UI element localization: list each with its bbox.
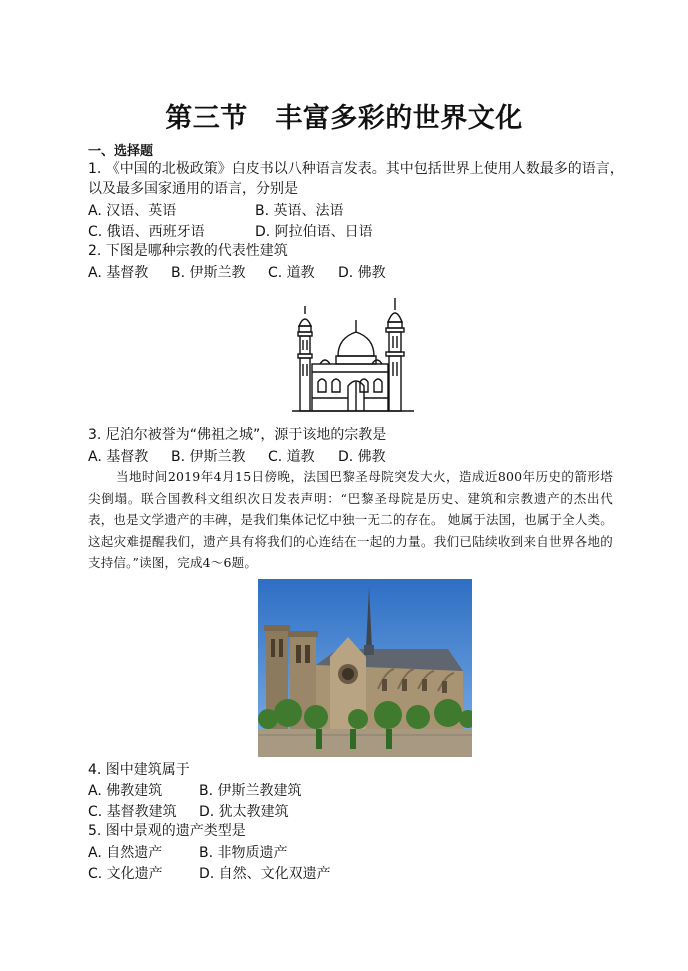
q4-option-d: D. 犹太教建筑 [199, 804, 289, 820]
question-4: 4. 图中建筑属于 [88, 762, 190, 778]
reading-passage: 当地时间2019年4月15日傍晚，法国巴黎圣母院突发大火，造成近800年历史的箭形塔尖倒塌。联合国教科文组织次日发表声明：“巴黎圣母院是历史、建筑和宗教遗产的杰出代表，也是文学遗产的丰碑，是我们集体记忆中独一无二的存在。 她属于法国，也属于全人类。这起灾难提醒我们，遗产具有将我们的心连结在一起的力量。我们已陆续收到来自世界各地的支持信。”读图，完成4～6题。 [88, 469, 613, 570]
question-3: 3. 尼泊尔被誉为“佛祖之城”，源于该地的宗教是 [88, 427, 387, 443]
q1-option-a: A. 汉语、英语 [88, 203, 177, 219]
q1-option-d: D. 阿拉伯语、日语 [255, 224, 373, 240]
q2-option-a: A. 基督教 [88, 265, 149, 281]
q3-option-a: A. 基督教 [88, 449, 149, 465]
question-1-line-1: 1. 《中国的北极政策》白皮书以八种语言发表。其中包括世界上使用人数最多的语言， [88, 161, 624, 177]
q4-option-c: C. 基督教建筑 [88, 804, 177, 820]
mosque-illustration [290, 292, 416, 414]
q4-option-b: B. 伊斯兰教建筑 [199, 783, 302, 799]
q3-option-b: B. 伊斯兰教 [171, 449, 246, 465]
q1-option-b: B. 英语、法语 [255, 203, 344, 219]
q2-option-c: C. 道教 [268, 265, 315, 281]
q5-option-a: A. 自然遗产 [88, 845, 163, 861]
q4-option-a: A. 佛教建筑 [88, 783, 163, 799]
notre-dame-photo [258, 579, 472, 757]
q3-option-d: D. 佛教 [338, 449, 386, 465]
section-heading: 一、选择题 [88, 144, 154, 159]
q1-option-c: C. 俄语、西班牙语 [88, 224, 205, 240]
question-2: 2. 下图是哪种宗教的代表性建筑 [88, 243, 288, 259]
q5-option-c: C. 文化遗产 [88, 866, 163, 882]
question-5: 5. 图中景观的遗产类型是 [88, 823, 246, 839]
question-1-line-2: 以及最多国家通用的语言，分别是 [88, 181, 298, 197]
q3-option-c: C. 道教 [268, 449, 315, 465]
q5-option-b: B. 非物质遗产 [199, 845, 288, 861]
q2-option-b: B. 伊斯兰教 [171, 265, 246, 281]
q2-option-d: D. 佛教 [338, 265, 386, 281]
page-title: 第三节 丰富多彩的世界文化 [165, 103, 523, 134]
q5-option-d: D. 自然、文化双遗产 [199, 866, 331, 882]
